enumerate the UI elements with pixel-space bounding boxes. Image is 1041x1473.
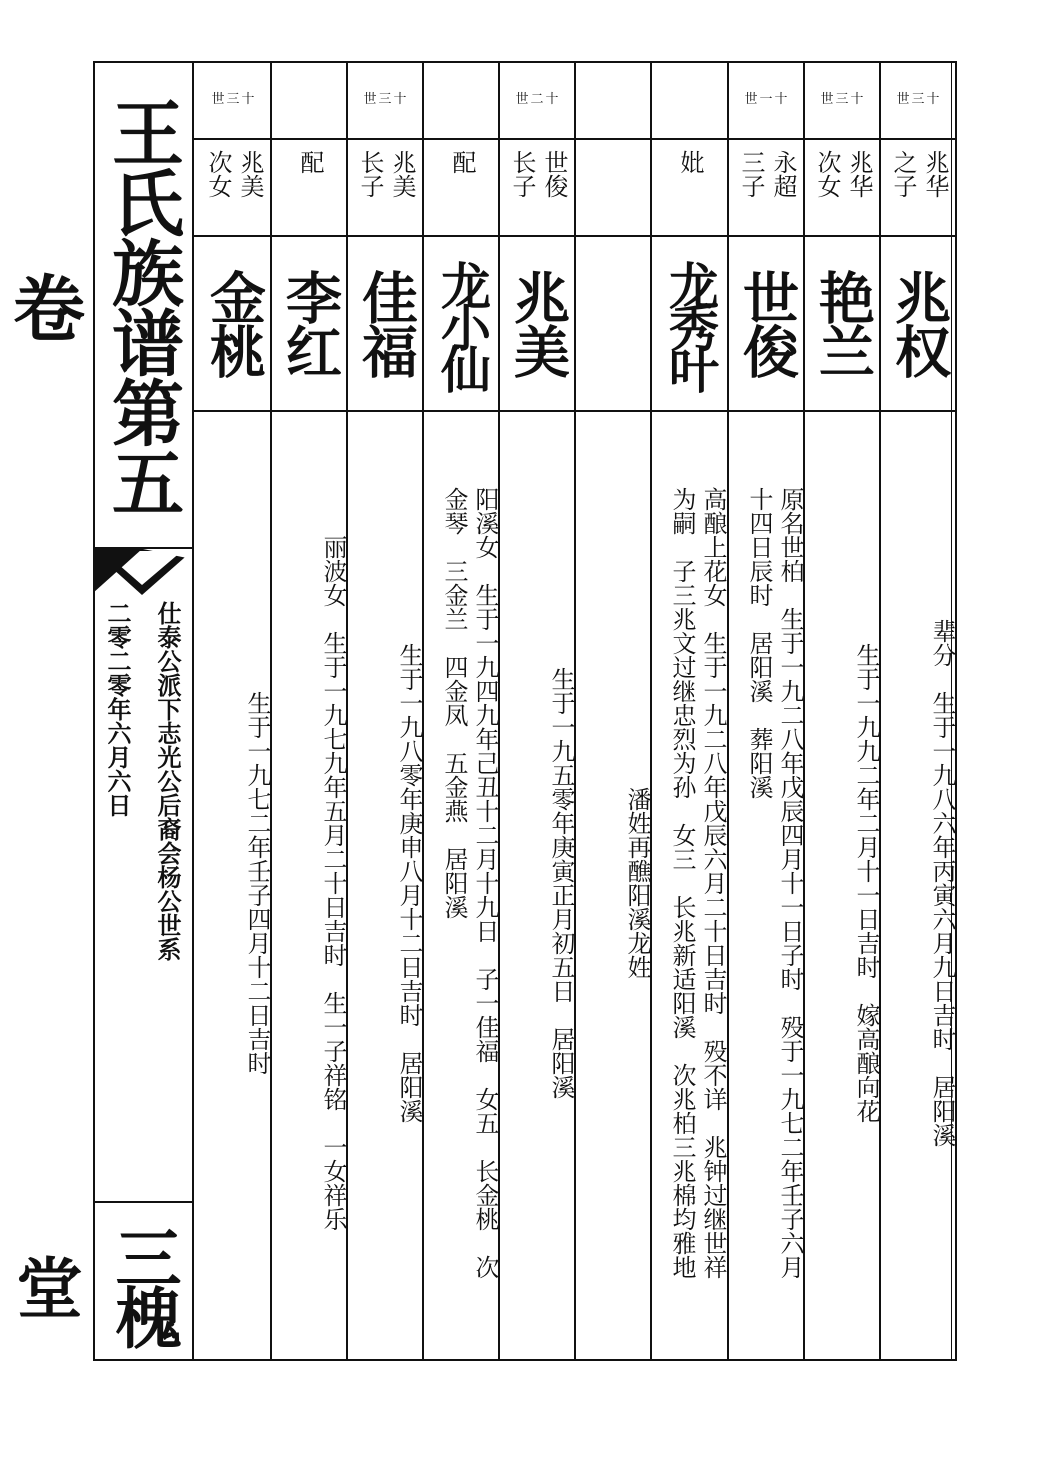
relation-text: 永超 三子 xyxy=(737,150,797,198)
person-name: 兆美 xyxy=(505,269,571,377)
generation-label: 世三十 xyxy=(211,92,257,107)
relation-label xyxy=(729,150,805,230)
person-name: 世俊 xyxy=(734,269,800,377)
person-name: 佳福 xyxy=(353,269,419,377)
chevron-ornament xyxy=(93,549,192,597)
person-biography xyxy=(805,418,881,1348)
generation-label xyxy=(576,88,652,112)
biography-text: 阳溪女 生于一九四九年己丑十二月十九日 子一佳福 女五 长金桃 次 金琴 三金兰 四金凤 五金燕 居阳溪 xyxy=(440,487,499,1279)
relation-label xyxy=(272,150,348,230)
generation-label xyxy=(272,88,348,112)
generation-label xyxy=(424,88,500,112)
person-name: 金桃 xyxy=(201,269,267,377)
branch-lineage: 仕泰公派下志光公后裔会杨公世系 xyxy=(153,601,182,961)
biography-text: 高酿上花女 生于一九二八年戊辰六月二十日吉时 殁不详 兆钟过继世祥 为嗣 子三兆文过继忠烈为孙 女三 长兆新适阳溪 次兆柏三兆棉均雅地 xyxy=(668,487,727,1279)
generation-label xyxy=(652,88,728,112)
biography-text: 丽波女 生于一九七九年五月二十日吉时 生一子祥铭 一女祥乐 xyxy=(319,535,347,1231)
person-biography xyxy=(729,418,805,1348)
person-name: 龙秀叶 xyxy=(661,260,720,386)
person-biography xyxy=(272,418,348,1348)
relation-text: 配 xyxy=(296,150,324,174)
relation-text: 妣 xyxy=(676,150,704,174)
relation-text: 兆华 次女 xyxy=(813,150,873,198)
person-biography xyxy=(424,418,500,1348)
person-name: 兆权 xyxy=(886,269,952,377)
person-biography xyxy=(576,418,652,1348)
person-biography xyxy=(500,418,576,1348)
person-biography xyxy=(348,418,424,1348)
relation-label xyxy=(348,150,424,230)
generation-label: 世三十 xyxy=(363,92,409,107)
person-biography xyxy=(652,418,728,1348)
biography-text: 生于一九五零年庚寅正月初五日 居阳溪 xyxy=(547,667,575,1099)
generation-label: 世三十 xyxy=(820,92,866,107)
person-name: 李红 xyxy=(277,269,343,377)
relation-label xyxy=(881,150,957,230)
relation-label xyxy=(196,150,272,230)
relation-label xyxy=(500,150,576,230)
relation-label xyxy=(805,150,881,230)
person-name: 龙小仙 xyxy=(433,260,492,386)
relation-label xyxy=(576,150,652,230)
biography-text: 潘姓再醮阳溪龙姓 xyxy=(623,787,651,979)
relation-text: 兆美 次女 xyxy=(204,150,264,198)
title-panel xyxy=(1,61,194,1361)
relation-label xyxy=(424,150,500,230)
person-biography xyxy=(881,418,957,1348)
generation-label: 世一十 xyxy=(744,92,790,107)
biography-text: 原名世柏 生于一九二八年戊辰四月十一日子时 殁于一九七二年壬子六月 十四日辰时 居阳溪 葬阳溪 xyxy=(745,487,804,1279)
hall-divider xyxy=(93,1201,192,1203)
relation-text: 配 xyxy=(448,150,476,174)
person-name: 艳兰 xyxy=(810,269,876,377)
person-name xyxy=(576,240,652,406)
person-biography xyxy=(196,418,272,1348)
generation-label: 世三十 xyxy=(896,92,942,107)
relation-text: 兆美 长子 xyxy=(356,150,416,198)
hall-name: 三槐堂 xyxy=(5,1224,182,1344)
biography-text: 生于一九七二年壬子四月十二日吉时 xyxy=(243,691,271,1075)
relation-label xyxy=(652,150,728,230)
biography-text: 生于一九九二年二月十一日吉时 嫁高酿向花 xyxy=(852,643,880,1123)
biography-text: 生于一九八零年庚申八月十二日吉时 居阳溪 xyxy=(395,643,423,1123)
biography-text: 辈分 生于一九八六年丙寅六月九日吉时 居阳溪 xyxy=(928,619,956,1147)
relation-text: 世俊 长子 xyxy=(508,150,568,198)
generation-label: 世二十 xyxy=(515,92,561,107)
compile-date: 二零二零年六月六日 xyxy=(103,601,132,817)
relation-text: 兆华 之子 xyxy=(889,150,949,198)
book-title: 王氏族谱第五卷 xyxy=(1,96,185,516)
